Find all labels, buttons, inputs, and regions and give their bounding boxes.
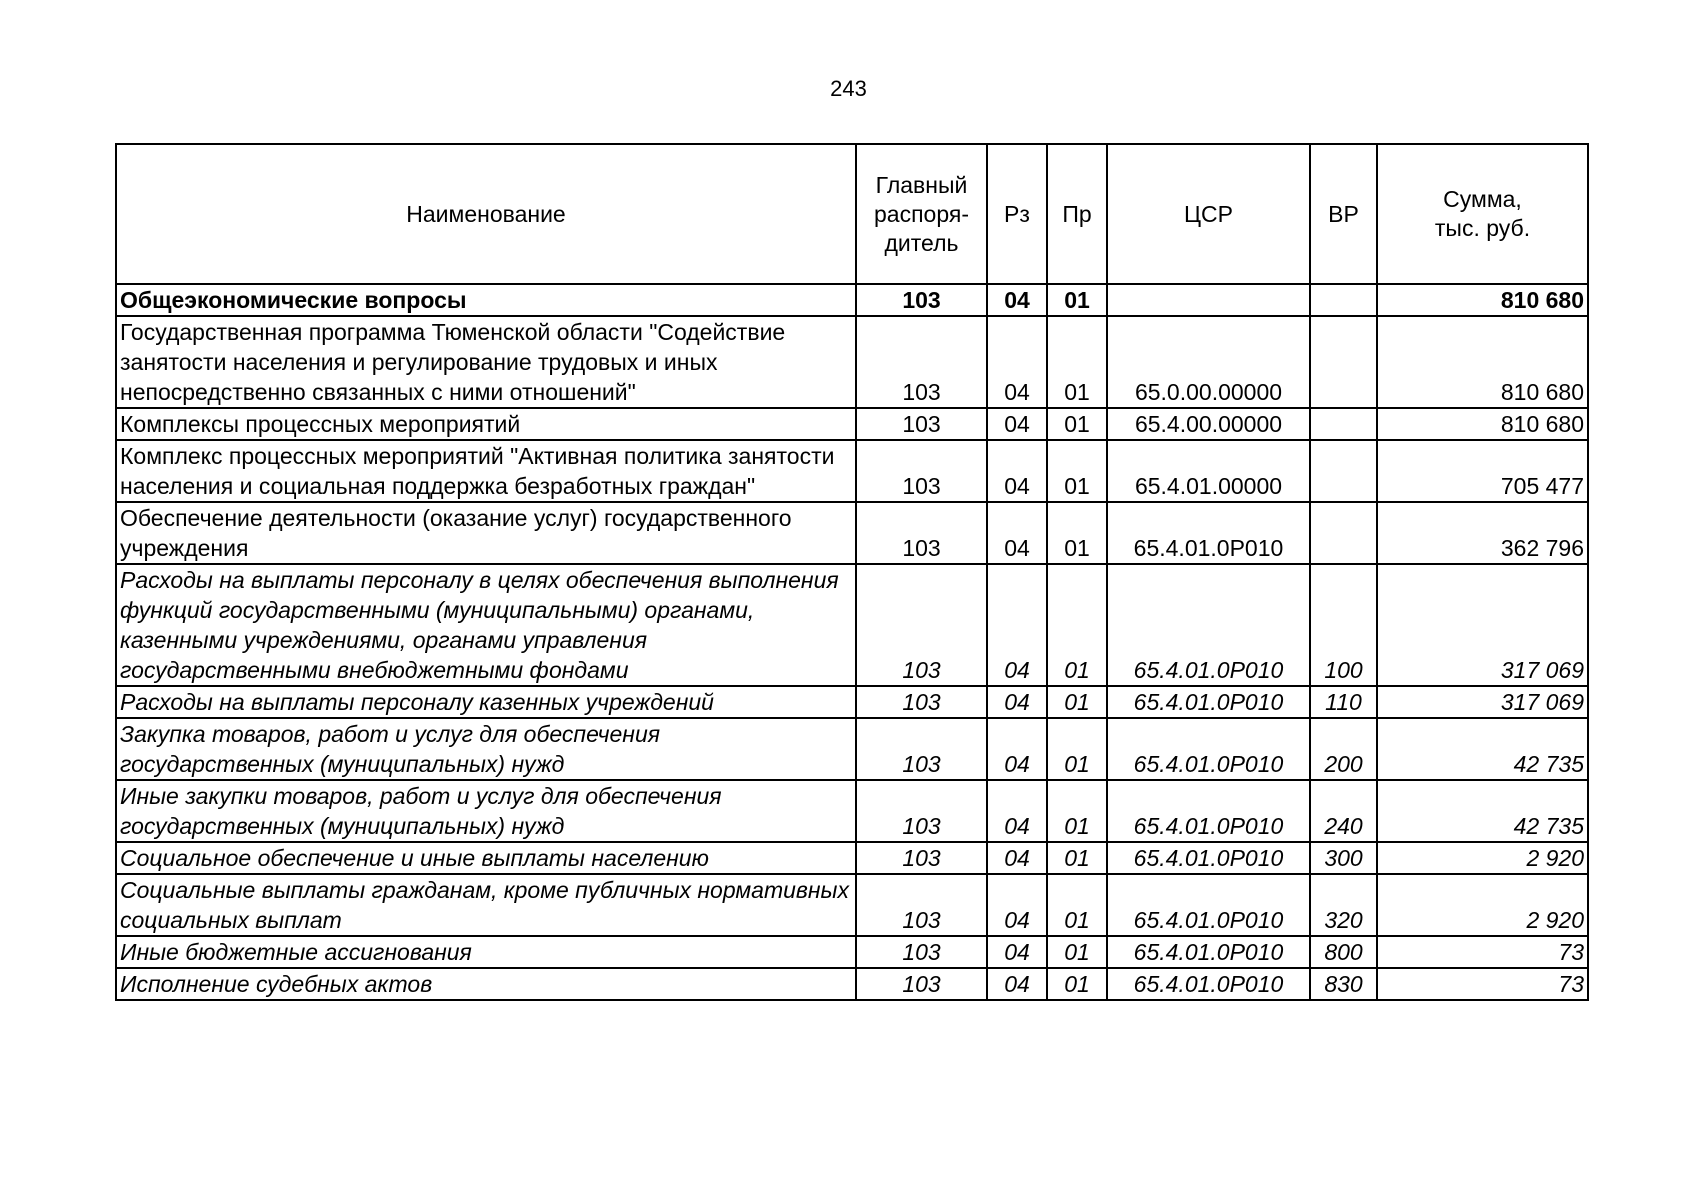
cell-target-article: 65.4.01.0Р010 <box>1107 502 1310 564</box>
cell-subsection: 01 <box>1047 686 1107 718</box>
cell-chief-administrator: 103 <box>856 440 987 502</box>
cell-target-article: 65.4.01.0Р010 <box>1107 718 1310 780</box>
cell-amount: 2 920 <box>1377 874 1588 936</box>
cell-subsection: 01 <box>1047 502 1107 564</box>
cell-chief-administrator: 103 <box>856 408 987 440</box>
table-header-row <box>116 144 1588 284</box>
table-row <box>116 316 1588 408</box>
cell-expense-type <box>1310 316 1377 408</box>
cell-amount: 810 680 <box>1377 408 1588 440</box>
budget-table <box>115 143 1589 1001</box>
cell-target-article: 65.4.01.0Р010 <box>1107 842 1310 874</box>
cell-name: Социальные выплаты гражданам, кроме публичных нормативных социальных выплат <box>116 874 856 936</box>
table-row <box>116 874 1588 936</box>
cell-section: 04 <box>987 842 1047 874</box>
cell-amount: 73 <box>1377 968 1588 1000</box>
cell-target-article: 65.4.01.0Р010 <box>1107 564 1310 686</box>
cell-amount: 705 477 <box>1377 440 1588 502</box>
header-expense-type: ВР <box>1310 144 1377 284</box>
cell-chief-administrator: 103 <box>856 284 987 316</box>
table-row <box>116 968 1588 1000</box>
cell-expense-type: 300 <box>1310 842 1377 874</box>
cell-amount: 317 069 <box>1377 686 1588 718</box>
cell-subsection: 01 <box>1047 408 1107 440</box>
cell-expense-type: 240 <box>1310 780 1377 842</box>
cell-expense-type <box>1310 408 1377 440</box>
cell-section: 04 <box>987 284 1047 316</box>
header-amount: Сумма, тыс. руб. <box>1377 144 1588 284</box>
table-row <box>116 408 1588 440</box>
cell-target-article: 65.4.01.0Р010 <box>1107 936 1310 968</box>
cell-chief-administrator: 103 <box>856 718 987 780</box>
table-body <box>116 284 1588 1000</box>
header-name: Наименование <box>116 144 856 284</box>
cell-subsection: 01 <box>1047 440 1107 502</box>
cell-section: 04 <box>987 718 1047 780</box>
cell-target-article: 65.0.00.00000 <box>1107 316 1310 408</box>
cell-chief-administrator: 103 <box>856 936 987 968</box>
cell-amount: 810 680 <box>1377 284 1588 316</box>
table-row <box>116 842 1588 874</box>
cell-section: 04 <box>987 408 1047 440</box>
table-row <box>116 780 1588 842</box>
cell-section: 04 <box>987 780 1047 842</box>
cell-name: Расходы на выплаты персоналу казенных учреждений <box>116 686 856 718</box>
cell-name: Комплексы процессных мероприятий <box>116 408 856 440</box>
cell-expense-type: 200 <box>1310 718 1377 780</box>
cell-target-article: 65.4.01.00000 <box>1107 440 1310 502</box>
cell-expense-type: 830 <box>1310 968 1377 1000</box>
cell-target-article: 65.4.01.0Р010 <box>1107 874 1310 936</box>
cell-subsection: 01 <box>1047 780 1107 842</box>
cell-amount: 42 735 <box>1377 780 1588 842</box>
table-row <box>116 936 1588 968</box>
cell-chief-administrator: 103 <box>856 780 987 842</box>
cell-expense-type: 320 <box>1310 874 1377 936</box>
cell-chief-administrator: 103 <box>856 874 987 936</box>
cell-expense-type <box>1310 440 1377 502</box>
cell-amount: 317 069 <box>1377 564 1588 686</box>
cell-expense-type <box>1310 284 1377 316</box>
table-row <box>116 686 1588 718</box>
cell-chief-administrator: 103 <box>856 316 987 408</box>
cell-name: Комплекс процессных мероприятий "Активная политика занятости населения и социальная поддержка безработных граждан" <box>116 440 856 502</box>
cell-section: 04 <box>987 440 1047 502</box>
header-subsection: Пр <box>1047 144 1107 284</box>
cell-chief-administrator: 103 <box>856 564 987 686</box>
cell-amount: 42 735 <box>1377 718 1588 780</box>
cell-subsection: 01 <box>1047 842 1107 874</box>
cell-expense-type <box>1310 502 1377 564</box>
cell-section: 04 <box>987 316 1047 408</box>
cell-section: 04 <box>987 686 1047 718</box>
cell-target-article <box>1107 284 1310 316</box>
cell-subsection: 01 <box>1047 936 1107 968</box>
cell-section: 04 <box>987 936 1047 968</box>
cell-subsection: 01 <box>1047 968 1107 1000</box>
cell-chief-administrator: 103 <box>856 502 987 564</box>
cell-name: Иные бюджетные ассигнования <box>116 936 856 968</box>
cell-subsection: 01 <box>1047 564 1107 686</box>
cell-name: Закупка товаров, работ и услуг для обеспечения государственных (муниципальных) нужд <box>116 718 856 780</box>
header-chief-administrator: Главный распоря- дитель <box>856 144 987 284</box>
cell-subsection: 01 <box>1047 284 1107 316</box>
cell-amount: 810 680 <box>1377 316 1588 408</box>
cell-expense-type: 800 <box>1310 936 1377 968</box>
table-row <box>116 440 1588 502</box>
cell-target-article: 65.4.01.0Р010 <box>1107 968 1310 1000</box>
cell-subsection: 01 <box>1047 316 1107 408</box>
cell-expense-type: 100 <box>1310 564 1377 686</box>
cell-section: 04 <box>987 968 1047 1000</box>
cell-target-article: 65.4.00.00000 <box>1107 408 1310 440</box>
cell-amount: 362 796 <box>1377 502 1588 564</box>
table-row <box>116 564 1588 686</box>
cell-amount: 73 <box>1377 936 1588 968</box>
cell-name: Социальное обеспечение и иные выплаты населению <box>116 842 856 874</box>
header-target-article: ЦСР <box>1107 144 1310 284</box>
header-section: Рз <box>987 144 1047 284</box>
cell-name: Расходы на выплаты персоналу в целях обеспечения выполнения функций государственными (муниципальными) органами, казенными учреждениями, органами управления государственными внебюджетными фондами <box>116 564 856 686</box>
cell-subsection: 01 <box>1047 718 1107 780</box>
cell-section: 04 <box>987 564 1047 686</box>
cell-name: Государственная программа Тюменской области "Содействие занятости населения и регулирование трудовых и иных непосредственно связанных с ними отношений" <box>116 316 856 408</box>
cell-name: Исполнение судебных актов <box>116 968 856 1000</box>
cell-subsection: 01 <box>1047 874 1107 936</box>
cell-section: 04 <box>987 502 1047 564</box>
cell-amount: 2 920 <box>1377 842 1588 874</box>
table-row <box>116 284 1588 316</box>
cell-chief-administrator: 103 <box>856 968 987 1000</box>
cell-name: Общеэкономические вопросы <box>116 284 856 316</box>
cell-name: Иные закупки товаров, работ и услуг для обеспечения государственных (муниципальных) нужд <box>116 780 856 842</box>
table-row <box>116 718 1588 780</box>
cell-chief-administrator: 103 <box>856 842 987 874</box>
cell-chief-administrator: 103 <box>856 686 987 718</box>
table-row <box>116 502 1588 564</box>
cell-section: 04 <box>987 874 1047 936</box>
cell-expense-type: 110 <box>1310 686 1377 718</box>
cell-target-article: 65.4.01.0Р010 <box>1107 686 1310 718</box>
page-number: 243 <box>830 76 867 101</box>
cell-target-article: 65.4.01.0Р010 <box>1107 780 1310 842</box>
cell-name: Обеспечение деятельности (оказание услуг) государственного учреждения <box>116 502 856 564</box>
